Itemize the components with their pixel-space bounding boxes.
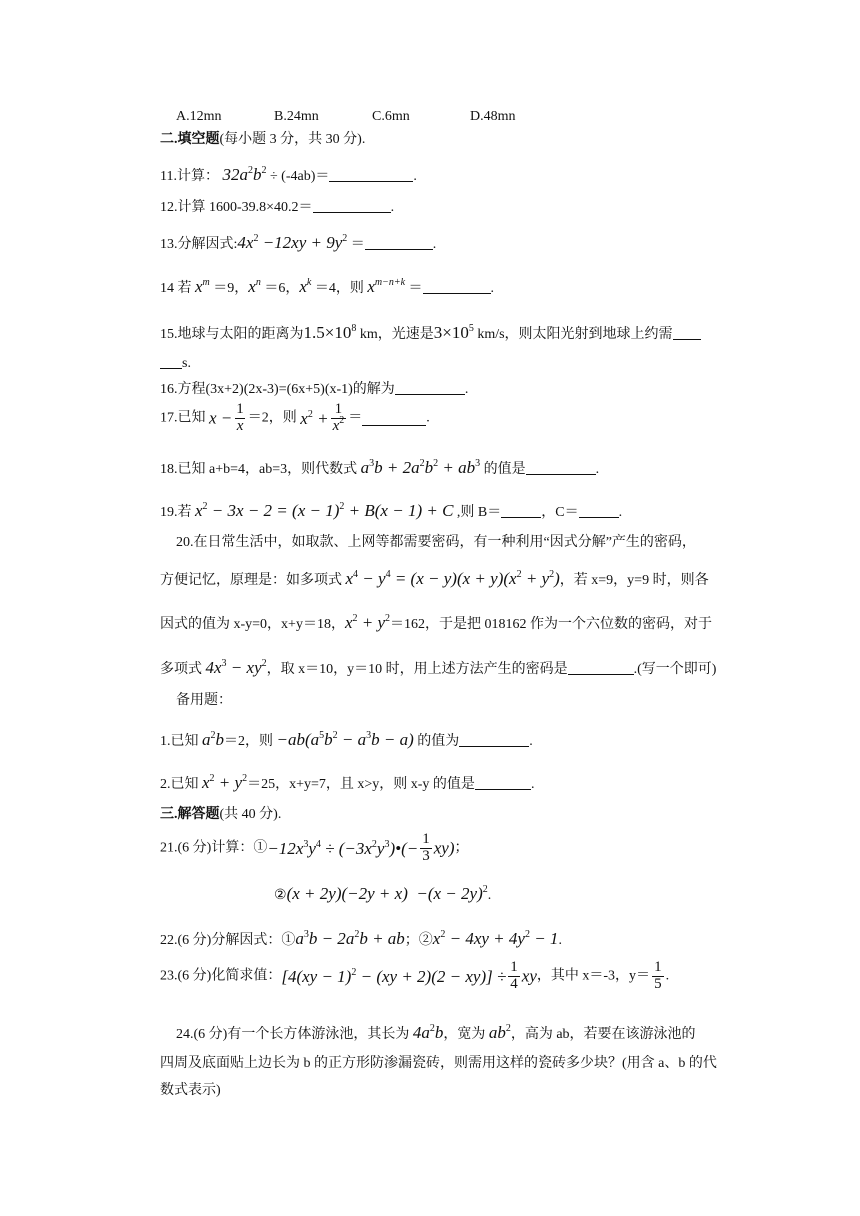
q20-answer-blank[interactable]: [568, 660, 634, 675]
q20-poly: $x^4 - y^4 = (x - y)(x + y)(x^2 + y^2)$: [345, 569, 560, 588]
q14-equals: ＝: [408, 281, 423, 296]
q14-v1: ＝9，: [213, 281, 249, 296]
section3-heading: [160, 806, 281, 824]
q21-xy: xy): [433, 838, 455, 858]
q14-xk: $x^k$: [299, 277, 312, 296]
question-22: [160, 928, 562, 950]
choice-c: C.6mn: [372, 109, 410, 124]
choice-d: D.48mn: [470, 109, 516, 124]
q20-l4b: ，取 x＝10，y＝10 时，用上述方法产生的密码是: [266, 662, 568, 677]
q24-width: $ab^2$: [488, 1023, 511, 1042]
q12-end: .: [390, 200, 395, 215]
question-17: [160, 402, 430, 435]
q14-v2: ＝6，: [264, 281, 300, 296]
question-24-line1: [176, 1022, 696, 1044]
choice-b: B.24mn: [274, 109, 319, 124]
question-12: [160, 198, 394, 217]
q15-mid1: km，光速是: [356, 327, 434, 342]
q22-expr-1: $a^3b - 2a^2b$ + ab: [295, 929, 405, 948]
question-15: [160, 322, 701, 344]
question-16: [160, 380, 468, 399]
q11-label: 11.计算：: [160, 169, 219, 184]
q14-answer-blank[interactable]: [423, 279, 491, 294]
spare2-expr: $x^2 + y^2$: [202, 773, 248, 792]
q23-expr: [4(xy − 1)$^2$ − (xy + 2)(2 − xy)] ÷: [281, 966, 507, 986]
q20-l4c: .(写一个即可): [633, 662, 717, 677]
question-24-line3: 数式表示): [160, 1083, 221, 1098]
q14-label: 14 若: [160, 281, 195, 296]
q11-answer-blank[interactable]: [329, 167, 413, 182]
spare2-post: ＝25，x+y=7，且 x>y，则 x-y 的值是: [247, 777, 475, 792]
q11-expr: $32a^2b^2$: [222, 165, 267, 184]
q23-end: .: [665, 968, 670, 984]
q16-end: .: [464, 382, 469, 397]
question-19: [160, 500, 622, 522]
q21-frac-1-3: $\frac{1}{3}$: [422, 831, 430, 864]
q20-sumsq: $x^2 + y^2$: [344, 613, 391, 632]
q17-answer-blank[interactable]: [362, 411, 426, 426]
q22-expr-2: $x^2 - 4xy + 4y^2 - 1$: [432, 929, 559, 948]
spare1-label: 1.已知: [160, 734, 202, 749]
q19-c-label: ，C＝: [541, 505, 579, 520]
q16-text: 16.方程(3x+2)(2x-3)=(6x+5)(x-1)的解为: [160, 382, 395, 397]
spare2-end: .: [530, 777, 535, 792]
question-21: [160, 832, 468, 865]
spare1-mid: ＝2，则: [224, 734, 277, 749]
q24-l1c: ，高为 ab，若要在该游泳池的: [510, 1027, 696, 1042]
q17-equals: ＝: [348, 410, 363, 426]
question-20-line2: [160, 568, 709, 590]
q17-label: 17.已知: [160, 410, 209, 426]
question-20-line3: [160, 612, 712, 634]
choice-a: A.12mn: [176, 109, 222, 124]
section3-title: 三.解答题: [160, 807, 220, 822]
q24-l1a: 24.(6 分)有一个长方体游泳池，其长为: [176, 1027, 413, 1042]
q21-expr-1: $-12x^3y^4$ ÷ $(-3x^2y^3)•(-$: [267, 838, 419, 858]
q17-rhs: $x^2$ +: [300, 408, 329, 428]
section2-heading: [160, 131, 365, 149]
q15-speed: $3\times 10^5$: [433, 323, 474, 342]
q20-poly2: $4x^3 - xy^2$: [205, 658, 267, 677]
q15-distance: $1.5\times 10^8$: [303, 323, 357, 342]
spare1-post: 的值为: [413, 734, 460, 749]
spare2-label: 2.已知: [160, 777, 202, 792]
q23-condition: ，其中 x＝-3，y＝: [536, 968, 651, 984]
section2-note: (每小题 3 分，共 30 分).: [219, 132, 366, 147]
spare-title: 备用题：: [176, 693, 232, 708]
q17-end: .: [426, 410, 430, 426]
question-11: [160, 164, 417, 186]
spare1-expr: $-ab(a^5b^2 - a^3b - a)$: [276, 730, 414, 749]
q17-frac-1-over-x2: $\frac{1}{x^2}$: [332, 401, 345, 434]
q11-divisor: ÷ (-4ab)＝: [266, 169, 330, 184]
q13-equals: ＝: [347, 237, 365, 252]
question-18: [160, 457, 599, 479]
q15-mid2: km/s，则太阳光射到地球上约需: [473, 327, 673, 342]
q12-answer-blank[interactable]: [313, 198, 391, 213]
q13-label: 13.分解因式:: [160, 237, 238, 252]
q20-l2a: 方便记忆，原理是：如多项式: [160, 573, 346, 588]
question-23: [160, 960, 669, 993]
q22-end: .: [558, 933, 562, 948]
q18-expr: $a^3b + 2a^2b^2 + ab^3$: [360, 458, 481, 477]
spare1-end: .: [529, 734, 533, 749]
choices-row: [176, 108, 516, 126]
q21-sep: ；: [454, 840, 469, 856]
q21-part2-label: ②: [274, 888, 287, 903]
question-13: [160, 232, 436, 254]
q15-answer-blank-1[interactable]: [673, 325, 701, 340]
q14-xm: $x^m$: [195, 277, 210, 296]
question-14: [160, 276, 494, 298]
q14-v3: ＝4，则: [314, 281, 368, 296]
q21-expr-2: $(x + 2y)(-2y + x) -(x - 2y)^2$: [286, 884, 488, 903]
q20-l3b: ＝162，于是把 018162 作为一个六位数的密码，对于: [390, 617, 713, 632]
q21-label: 21.(6 分)计算：①: [160, 840, 268, 856]
q12-text: 12.计算 1600-39.8×40.2＝: [160, 200, 313, 215]
q19-identity: $x^2 - 3x - 2 = (x - 1)^2 + B(x - 1) + C$: [195, 501, 454, 520]
spare-question-2: [160, 772, 534, 794]
q23-xy: xy: [521, 966, 537, 986]
q24-l1b: ，宽为: [443, 1027, 489, 1042]
spare1-answer-blank[interactable]: [459, 732, 529, 747]
question-24-line2: 四周及底面贴上边长为 b 的正方形防渗漏瓷砖，则需用这样的瓷砖多少块？(用含 a、b 的代: [160, 1056, 717, 1071]
question-20-line4: [160, 657, 716, 679]
q17-lhs: x −: [209, 408, 233, 428]
spare1-cond: $a^2b$: [202, 730, 224, 749]
q18-label: 18.已知 a+b=4，ab=3，则代数式: [160, 462, 361, 477]
section2-title: 二.填空题: [160, 132, 220, 147]
q19-c-blank[interactable]: [579, 503, 619, 518]
q14-xn: $x^n$: [248, 277, 261, 296]
q15-answer-blank-2[interactable]: [160, 354, 182, 369]
q15-unit: s.: [182, 356, 191, 371]
q23-frac-1-4: $\frac{1}{4}$: [510, 959, 518, 992]
section3-note: (共 40 分).: [219, 807, 282, 822]
q18-answer-blank[interactable]: [526, 460, 596, 475]
q22-label: 22.(6 分)分解因式：①: [160, 933, 296, 948]
q18-post: 的值是: [480, 462, 526, 477]
q14-end: .: [490, 281, 495, 296]
q15-label: 15.地球与太阳的距离为: [160, 327, 304, 342]
q19-b-label: ,则 B＝: [453, 505, 502, 520]
q14-target: $x^{m-n+k}$: [367, 277, 406, 296]
q20-l4a: 多项式: [160, 662, 206, 677]
spare2-answer-blank[interactable]: [475, 775, 531, 790]
spare-question-1: [160, 729, 533, 751]
q23-label: 23.(6 分)化简求值：: [160, 968, 282, 984]
question-20-line1: 20.在日常生活中，如取款、上网等都需要密码，有一种利用“因式分解”产生的密码，: [176, 535, 696, 550]
q20-l2b: ，若 x=9，y=9 时，则各: [559, 573, 709, 588]
q19-label: 19.若: [160, 505, 195, 520]
q13-answer-blank[interactable]: [365, 235, 433, 250]
q17-frac-1-over-x: $\frac{1}{x}$: [236, 401, 244, 434]
q18-end: .: [595, 462, 600, 477]
q24-length: $4a^2b$: [412, 1023, 444, 1042]
q11-end: .: [413, 169, 417, 184]
q13-end: .: [432, 237, 437, 252]
question-21-part2: [274, 883, 491, 905]
q17-mid: ＝2，则: [247, 410, 301, 426]
q22-sep: ；②: [404, 933, 433, 948]
q20-l3a: 因式的值为 x-y=0，x+y＝18，: [160, 617, 345, 632]
q16-answer-blank[interactable]: [395, 380, 465, 395]
q19-end: .: [618, 505, 623, 520]
q23-frac-1-5: $\frac{1}{5}$: [654, 959, 662, 992]
question-15-line2: [160, 354, 191, 373]
q19-b-blank[interactable]: [501, 503, 541, 518]
q21-end: .: [487, 888, 492, 903]
q13-expr: $4x^2 -12xy + 9y^2$: [237, 233, 348, 252]
